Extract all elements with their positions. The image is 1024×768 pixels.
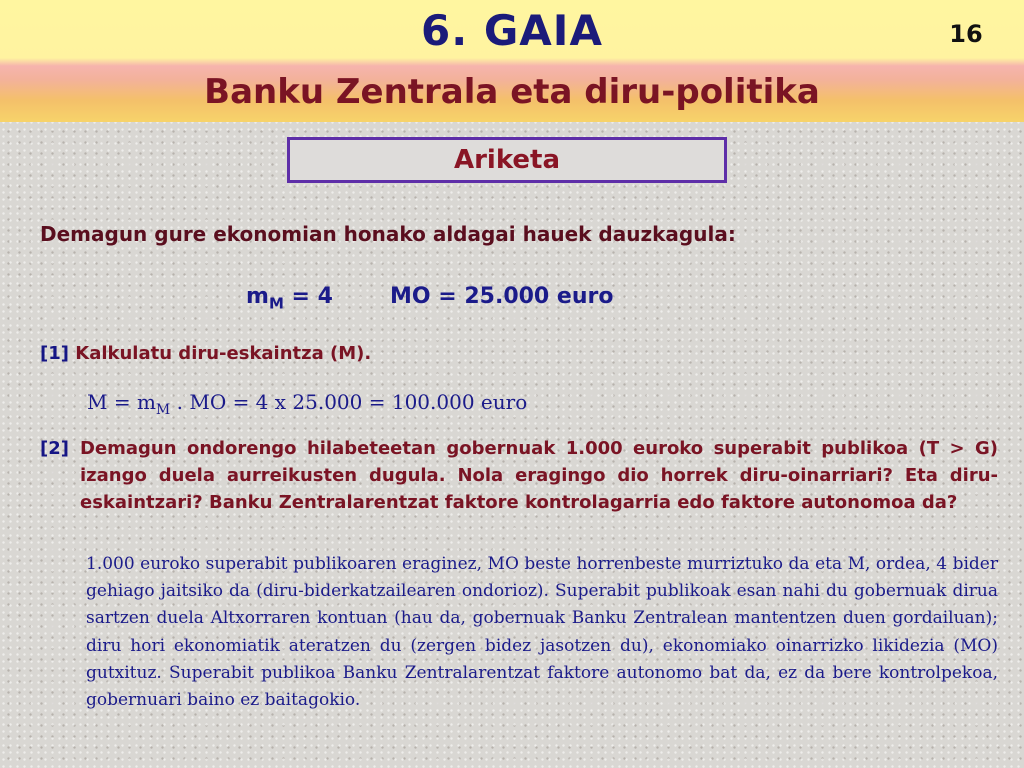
question-1-number: [1] (40, 343, 69, 364)
money-multiplier-formula (246, 284, 333, 312)
slide-subtitle: Banku Zentrala eta diru-politika (204, 72, 820, 112)
answer-1-prefix: M = m (87, 390, 156, 414)
mm-subscript: M (268, 294, 284, 313)
section-label: Ariketa (453, 145, 561, 175)
intro-text: Demagun gure ekonomian honako aldagai hauek dauzkagula: (40, 222, 736, 246)
answer-1-suffix: . MO = 4 x 25.000 = 100.000 euro (170, 390, 528, 414)
mm-prefix: m (246, 284, 269, 309)
question-2-number: [2] (40, 438, 69, 459)
question-1 (40, 343, 371, 364)
answer-2: 1.000 euroko superabit publikoaren eraginez, MO beste horrenbeste murriztuko da eta M, ordea, 4 bider gehiago jaitsiko da (diru-biderkatzailearen ondorioz). Superabit publikoak esan nahi du gobernuak dirua sartzen duela Altxorraren kontuan (hau da, gobernuak Banku Zentralean mantentzen duen gordailuan); diru hori ekonomiatik ateratzen du (zergen bidez jasotzen du), ekonomiako oinarrizko likidezia (MO) gutxituz. Superabit publikoa Banku Zentralarentzat faktore autonomo bat da, ez da bere kontrolpekoa, gobernuari baino ez baitagokio. (86, 554, 998, 711)
answer-1 (87, 390, 527, 418)
page-number: 16 (949, 20, 983, 48)
slide-header (0, 0, 1024, 122)
section-label-box (287, 137, 727, 183)
chapter-title: 6. GAIA (421, 6, 603, 55)
question-2-text: Demagun ondorengo hilabeteetan gobernuak 1.000 euroko superabit publikoa (T > G) izango duela aurreikusten dugula. Nola eragingo dio horrek diru-oinarriari? Eta diru-eskaintzari? Banku Zentralarentzat faktore kontrolagarria edo faktore autonomoa da? (80, 438, 998, 513)
monetary-base-formula: MO = 25.000 euro (390, 284, 614, 309)
question-2 (40, 435, 998, 516)
question-1-text: Kalkulatu diru-eskaintza (M). (68, 343, 372, 364)
answer-1-subscript: M (155, 402, 171, 418)
mm-value: = 4 (283, 284, 333, 309)
